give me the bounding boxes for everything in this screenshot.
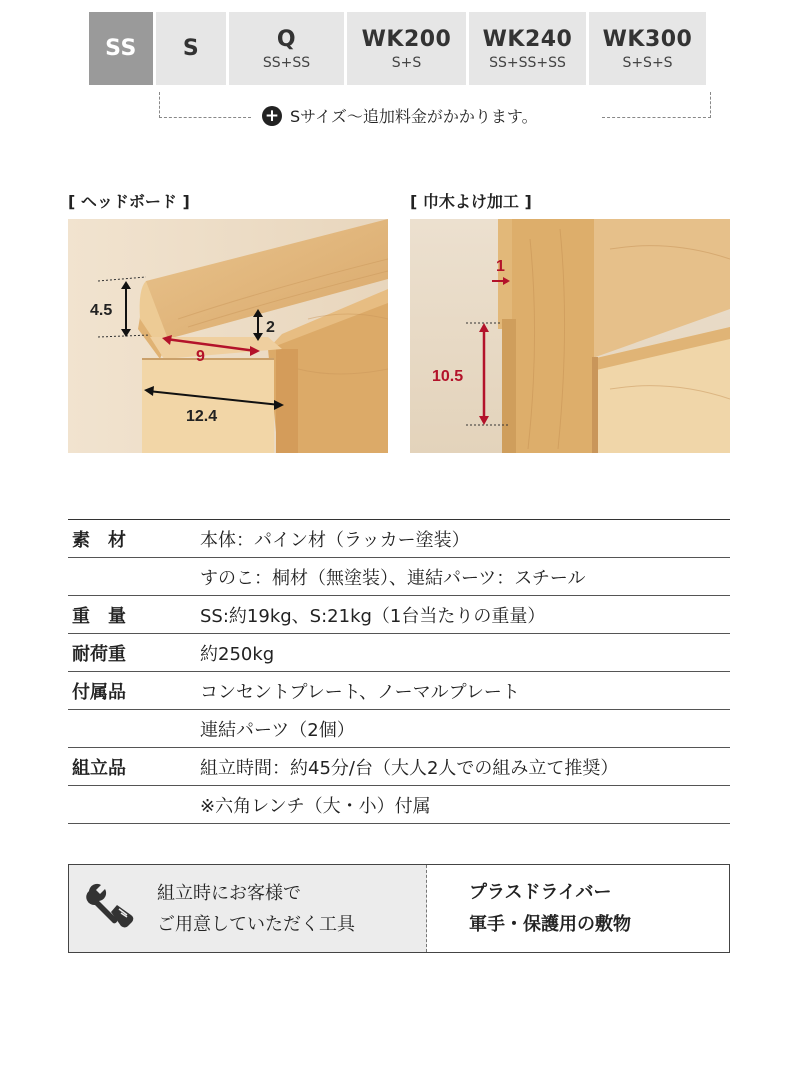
tools-box bbox=[68, 864, 730, 953]
size-tab-wk300[interactable] bbox=[589, 12, 706, 85]
tools-left-line-1: 組立時にお客様で bbox=[157, 882, 301, 904]
spec-value: 約250kg bbox=[200, 643, 275, 665]
size-tab-sub: S+S bbox=[391, 54, 422, 71]
bracket-line bbox=[159, 92, 160, 118]
spec-value: すのこ：桐材（無塗装）、連結パーツ：スチール bbox=[200, 567, 586, 589]
size-tab-label: SS bbox=[105, 36, 137, 61]
dim-label-a: 1 bbox=[496, 258, 505, 275]
bracket-line bbox=[710, 92, 711, 118]
size-note bbox=[262, 104, 538, 127]
tools-box-label bbox=[157, 878, 355, 940]
size-tab-s[interactable] bbox=[156, 12, 226, 85]
spec-value: 組立時間：約45分/台（大人2人での組み立て推奨） bbox=[200, 757, 619, 779]
size-tabs bbox=[89, 12, 706, 85]
spec-value: ※六角レンチ（大・小）付属 bbox=[200, 795, 431, 817]
size-tab-label: S bbox=[182, 36, 200, 61]
spec-row-assembly-2 bbox=[68, 786, 730, 824]
spec-key: 組立品 bbox=[72, 757, 126, 779]
spec-row-material-2 bbox=[68, 558, 730, 596]
size-tab-wk200[interactable] bbox=[347, 12, 466, 85]
tools-left-line-2: ご用意していただく工具 bbox=[157, 913, 355, 935]
tools-right-line-1: プラスドライバー bbox=[469, 881, 612, 903]
baseboard-title: [ 巾木よけ加工 ] bbox=[410, 192, 532, 211]
size-tab-label: WK300 bbox=[602, 26, 693, 52]
spec-row-material bbox=[68, 520, 730, 558]
tools-box-left bbox=[69, 865, 427, 952]
spec-key: 付属品 bbox=[72, 681, 126, 703]
size-note-text: Sサイズ～追加料金がかかります。 bbox=[290, 107, 538, 126]
dim-label-b: 2 bbox=[266, 319, 275, 336]
spec-value: コンセントプレート、ノーマルプレート bbox=[200, 681, 520, 703]
dim-label-a: 4.5 bbox=[90, 302, 113, 319]
spec-key: 素 材 bbox=[72, 529, 126, 551]
size-tab-label: Q bbox=[276, 26, 297, 52]
size-tab-sub: S+S+S bbox=[622, 54, 673, 71]
wrench-icon bbox=[83, 881, 139, 937]
size-tab-q[interactable] bbox=[229, 12, 344, 85]
bracket-line bbox=[159, 117, 251, 118]
spec-key: 重 量 bbox=[72, 605, 126, 627]
headboard-photo bbox=[68, 219, 388, 453]
bracket-line bbox=[602, 117, 711, 118]
tools-box-right bbox=[427, 865, 729, 952]
spec-value: 本体：パイン材（ラッカー塗装） bbox=[200, 529, 470, 551]
size-tab-wk240[interactable] bbox=[469, 12, 586, 85]
size-tab-label: WK200 bbox=[361, 26, 452, 52]
size-tab-label: WK240 bbox=[482, 26, 573, 52]
size-tab-ss[interactable] bbox=[89, 12, 153, 85]
spec-row-weight bbox=[68, 596, 730, 634]
dim-label-d: 12.4 bbox=[186, 408, 218, 425]
plus-icon: + bbox=[262, 106, 282, 126]
headboard-title: [ ヘッドボード ] bbox=[68, 192, 190, 211]
size-tab-sub: SS+SS bbox=[262, 54, 311, 71]
spec-value: 連結パーツ（2個） bbox=[200, 719, 355, 741]
spec-key: 耐荷重 bbox=[72, 643, 126, 665]
size-tab-sub: SS+SS+SS bbox=[489, 54, 566, 71]
spec-row-accessory-2 bbox=[68, 710, 730, 748]
spec-value: SS:約19kg、S:21kg（1台当たりの重量） bbox=[200, 605, 546, 627]
dim-label-b: 10.5 bbox=[432, 368, 464, 385]
spec-row-load bbox=[68, 634, 730, 672]
spec-row-accessory bbox=[68, 672, 730, 710]
baseboard-photo bbox=[410, 219, 730, 453]
tools-right-line-2: 軍手・保護用の敷物 bbox=[469, 913, 631, 935]
dim-label-c: 9 bbox=[196, 348, 205, 365]
spec-row-assembly bbox=[68, 748, 730, 786]
spec-table bbox=[68, 519, 730, 824]
